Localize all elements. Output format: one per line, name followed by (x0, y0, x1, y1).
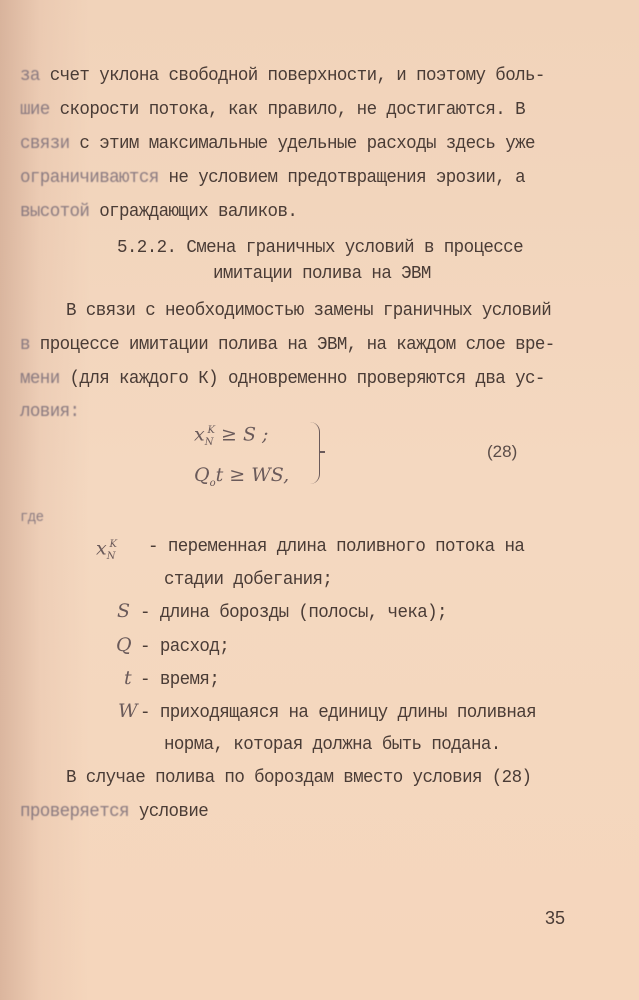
definition-text: расход; (159, 636, 230, 658)
paragraph-2-line-2 (20, 333, 555, 357)
line-text: В связи с необходимостью замены граничных условий (66, 300, 552, 322)
definition-text: приходящаяся на единицу длины поливная (159, 702, 537, 724)
line-text: процессе имитации полива на ЭВМ, на каждом слое вре- (29, 334, 555, 356)
section-heading-line-2 (213, 262, 431, 286)
dash: - (140, 602, 150, 624)
math-sub: N (106, 551, 116, 563)
dash: - (140, 669, 150, 691)
section-heading-line-1 (117, 236, 523, 260)
equation-line-1 (194, 420, 268, 454)
math-var: Q (194, 464, 210, 486)
math-sup: K (109, 539, 117, 550)
math-sub: o (209, 477, 216, 489)
definition-symbol-s: S (117, 600, 131, 622)
line-text: счет уклона свободной поверхности, и поэтому боль- (39, 65, 545, 87)
faded-text: высотой (20, 201, 90, 223)
math-sup: K (207, 425, 215, 436)
definition-s (140, 601, 447, 625)
faded-text: за (20, 65, 40, 87)
faded-text: ограничиваются (20, 167, 159, 189)
dash: - (140, 636, 150, 658)
dash: - (148, 536, 158, 558)
definition-q (140, 635, 229, 659)
line-text: (для каждого К) одновременно проверяются два ус- (59, 368, 545, 390)
section-number: 5.2.2. (117, 237, 177, 259)
faded-text: ловия: (20, 401, 80, 423)
definition-x (148, 535, 524, 559)
paragraph-2-line-4 (20, 400, 79, 424)
definition-t (140, 668, 219, 692)
definition-symbol-w: W (118, 700, 138, 722)
definition-symbol-x (96, 534, 117, 568)
faded-text: проверяется (20, 801, 129, 823)
faded-text: связи (20, 133, 70, 155)
math-rest: ≥ S ; (214, 423, 269, 446)
section-title-cont: имитации полива на ЭВМ (213, 263, 431, 285)
paragraph-1-line-4 (20, 166, 525, 190)
definition-w (140, 701, 536, 725)
paragraph-2-line-1 (66, 299, 551, 323)
line-text: с этим максимальные удельные расходы здесь уже (69, 133, 535, 155)
line-text: условие (128, 801, 209, 823)
definition-text: длина борозды (полосы, чека); (159, 602, 447, 624)
paragraph-1-line-3 (20, 132, 535, 156)
definition-text: переменная длина поливного потока на (167, 536, 525, 558)
equation-number: (28) (487, 442, 518, 461)
equation-line-2 (194, 464, 289, 495)
paragraph-2-line-3 (20, 367, 545, 391)
right-brace-icon (309, 422, 320, 484)
paragraph-3-line-1 (66, 766, 531, 790)
math-sub: N (204, 437, 214, 449)
paragraph-3-line-2 (20, 800, 208, 824)
definition-symbol-q: Q (116, 634, 132, 656)
faded-text: шие (20, 99, 50, 121)
line-text: скорости потока, как правило, не достигаются. В (49, 99, 526, 121)
line-text: В случае полива по бороздам вместо условия (28) (66, 767, 532, 789)
line-text: ограждающих валиков. (89, 201, 298, 223)
math-var: x (96, 537, 107, 560)
math-rest: t ≥ WS, (215, 464, 290, 486)
math-var: x (194, 423, 205, 446)
definition-x-cont: стадии добегания; (164, 569, 333, 591)
where-label: где (20, 509, 44, 527)
faded-text: мени (20, 368, 60, 390)
dash: - (140, 702, 150, 724)
faded-text: в (20, 334, 30, 356)
definition-text: время; (159, 669, 220, 691)
section-title: Смена граничных условий в процессе (186, 237, 523, 259)
paragraph-1-line-1 (20, 64, 545, 88)
page-number: 35 (545, 908, 566, 928)
definition-symbol-t: t (124, 667, 132, 689)
paragraph-1-line-2 (20, 98, 525, 122)
definition-w-cont: норма, которая должна быть подана. (164, 734, 501, 756)
paragraph-1-line-5 (20, 200, 297, 224)
line-text: не условием предотвращения эрозии, а (158, 167, 525, 189)
